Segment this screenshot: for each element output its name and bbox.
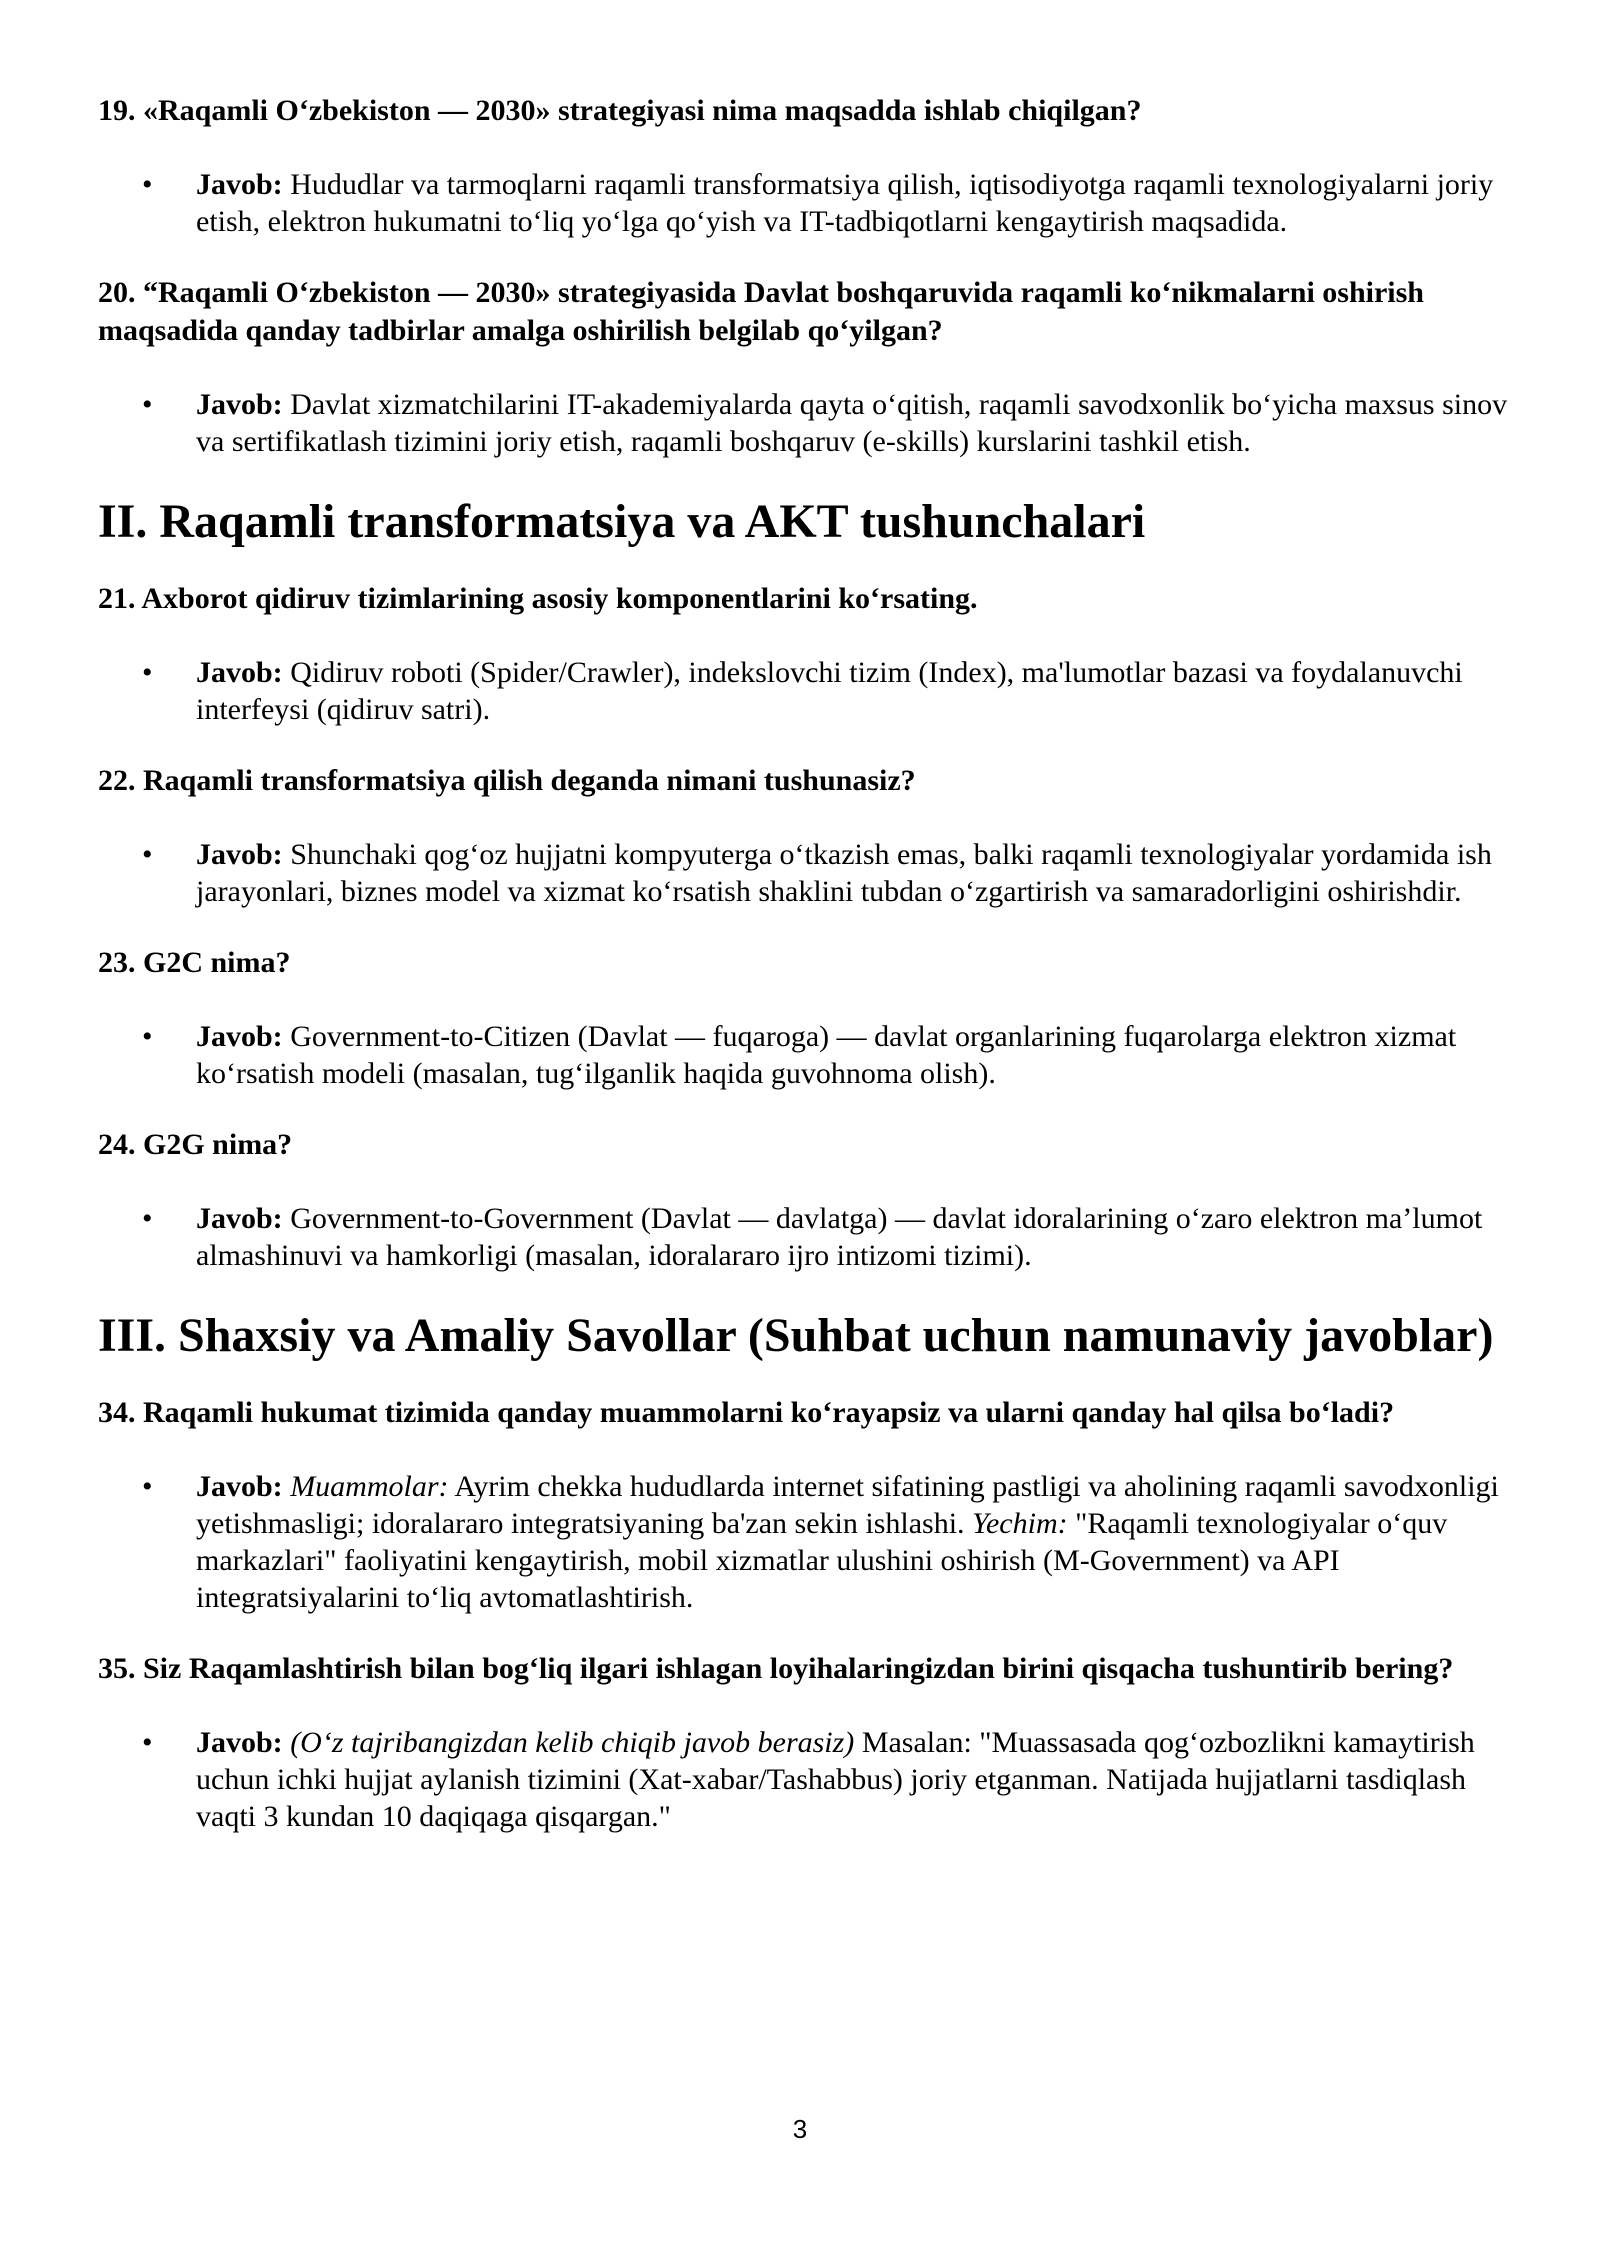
answer-label: Javob:	[196, 1470, 283, 1503]
question-24: 24. G2G nima?	[98, 1128, 293, 1161]
question-block-34	[98, 1394, 1508, 1616]
answer-label: Javob:	[196, 388, 283, 421]
bullet-icon: •	[142, 1020, 153, 1053]
answer-34	[98, 1468, 1508, 1616]
bullet-icon: •	[142, 168, 153, 201]
answer-label: Javob:	[196, 656, 283, 689]
answer-text: Government-to-Government (Davlat — davlatga) — davlat idoralarining o‘zaro elektron ma’lumot almashinuvi va hamkorligi (masalan, idoralararo ijro intizomi tizimi).	[196, 1202, 1483, 1272]
section-title-2: II. Raqamli transformatsiya va AKT tushunchalari	[98, 495, 1146, 548]
question-21: 21. Axborot qidiruv tizimlarining asosiy komponentlarini ko‘rsating.	[98, 582, 978, 615]
answer-label: Javob:	[196, 1020, 283, 1053]
answer-23	[98, 1018, 1508, 1092]
answer-label: Javob:	[196, 1202, 283, 1235]
bullet-icon: •	[142, 838, 153, 871]
answer-text-solution: "Raqamli texnologiyalar o‘quv markazlari" faoliyatini kengaytirish, mobil xizmatlar ulushini oshirish (M-Government) va API integratsiyalarini to‘liq avtomatlashtirish.	[196, 1507, 1448, 1614]
question-22: 22. Raqamli transformatsiya qilish deganda nimani tushunasiz?	[98, 764, 916, 797]
bullet-icon: •	[142, 388, 153, 421]
bullet-icon: •	[142, 656, 153, 689]
answer-text: Hududlar va tarmoqlarni raqamli transformatsiya qilish, iqtisodiyotga raqamli texnologiyalarni joriy etish, elektron hukumatni to‘liq yo‘lga qo‘yish va IT-tadbiqotlarni kengaytirish maqsadida.	[196, 168, 1494, 238]
page-number: 3	[792, 2114, 808, 2144]
answer-20	[98, 386, 1508, 460]
question-block-24	[98, 1126, 1508, 1274]
question-block-22	[98, 762, 1508, 910]
question-block-20	[98, 274, 1508, 460]
question-block-21	[98, 580, 1508, 728]
question-35: 35. Siz Raqamlashtirish bilan bog‘liq ilgari ishlagan loyihalaringizdan birini qisqacha tushuntirib bering?	[98, 1652, 1454, 1685]
question-block-35	[98, 1650, 1508, 1835]
question-block-19	[98, 92, 1508, 240]
answer-text-problems: Ayrim chekka hududlarda internet sifatining pastligi va aholining raqamli savodxonligi yetishmasligi; idoralararo integratsiyaning ba'zan sekin ishlashi.	[196, 1470, 1499, 1540]
answer-label: Javob:	[196, 1726, 283, 1759]
answer-text-example: Masalan: "Muassasada qog‘ozbozlikni kamaytirish uchun ichki hujjat aylanish tizimini (Xat-xabar/Tashabbus) joriy etganman. Natijada hujjatlarni tasdiqlash vaqti 3 kundan 10 daqiqaga qisqargan."	[196, 1726, 1475, 1833]
answer-24	[98, 1200, 1508, 1274]
answer-label: Javob:	[196, 838, 283, 871]
answer-19	[98, 166, 1508, 240]
question-19: 19. «Raqamli O‘zbekiston — 2030» strategiyasi nima maqsadda ishlab chiqilgan?	[98, 94, 1142, 127]
question-34: 34. Raqamli hukumat tizimida qanday muammolarni ko‘rayapsiz va ularni qanday hal qilsa bo‘ladi?	[98, 1396, 1395, 1429]
bullet-icon: •	[142, 1470, 153, 1503]
answer-italic-note: (O‘z tajribangizdan kelib chiqib javob berasiz)	[290, 1726, 855, 1759]
answer-italic-solution: Yechim:	[972, 1507, 1068, 1540]
answer-label: Javob:	[196, 168, 283, 201]
answer-21	[98, 654, 1508, 728]
question-20: 20. “Raqamli O‘zbekiston — 2030» strategiyasida Davlat boshqaruvida raqamli ko‘nikmalarni oshirish maqsadida qanday tadbirlar amalga oshirilish belgilab qo‘yilgan?	[98, 276, 1424, 347]
bullet-icon: •	[142, 1726, 153, 1759]
question-23: 23. G2C nima?	[98, 946, 291, 979]
answer-text: Qidiruv roboti (Spider/Crawler), indekslovchi tizim (Index), ma'lumotlar bazasi va foydalanuvchi interfeysi (qidiruv satri).	[196, 656, 1463, 726]
answer-text: Shunchaki qog‘oz hujjatni kompyuterga o‘tkazish emas, balki raqamli texnologiyalar yordamida ish jarayonlari, biznes model va xizmat ko‘rsatish shaklini tubdan o‘zgartirish va samaradorligini oshirishdir.	[196, 838, 1492, 908]
answer-22	[98, 836, 1508, 910]
section-title-3: III. Shaxsiy va Amaliy Savollar (Suhbat uchun namunaviy javoblar)	[98, 1309, 1494, 1362]
answer-italic-problems: Muammolar:	[290, 1470, 449, 1503]
answer-35	[98, 1724, 1508, 1835]
answer-text: Davlat xizmatchilarini IT-akademiyalarda qayta o‘qitish, raqamli savodxonlik bo‘yicha maxsus sinov va sertifikatlash tizimini joriy etish, raqamli boshqaruv (e-skills) kurslarini tashkil etish.	[196, 388, 1508, 458]
bullet-icon: •	[142, 1202, 153, 1235]
answer-text: Government-to-Citizen (Davlat — fuqaroga) — davlat organlarining fuqarolarga elektron xizmat ko‘rsatish modeli (masalan, tug‘ilganlik haqida guvohnoma olish).	[196, 1020, 1457, 1090]
document-page	[98, 92, 1508, 1869]
question-block-23	[98, 944, 1508, 1092]
